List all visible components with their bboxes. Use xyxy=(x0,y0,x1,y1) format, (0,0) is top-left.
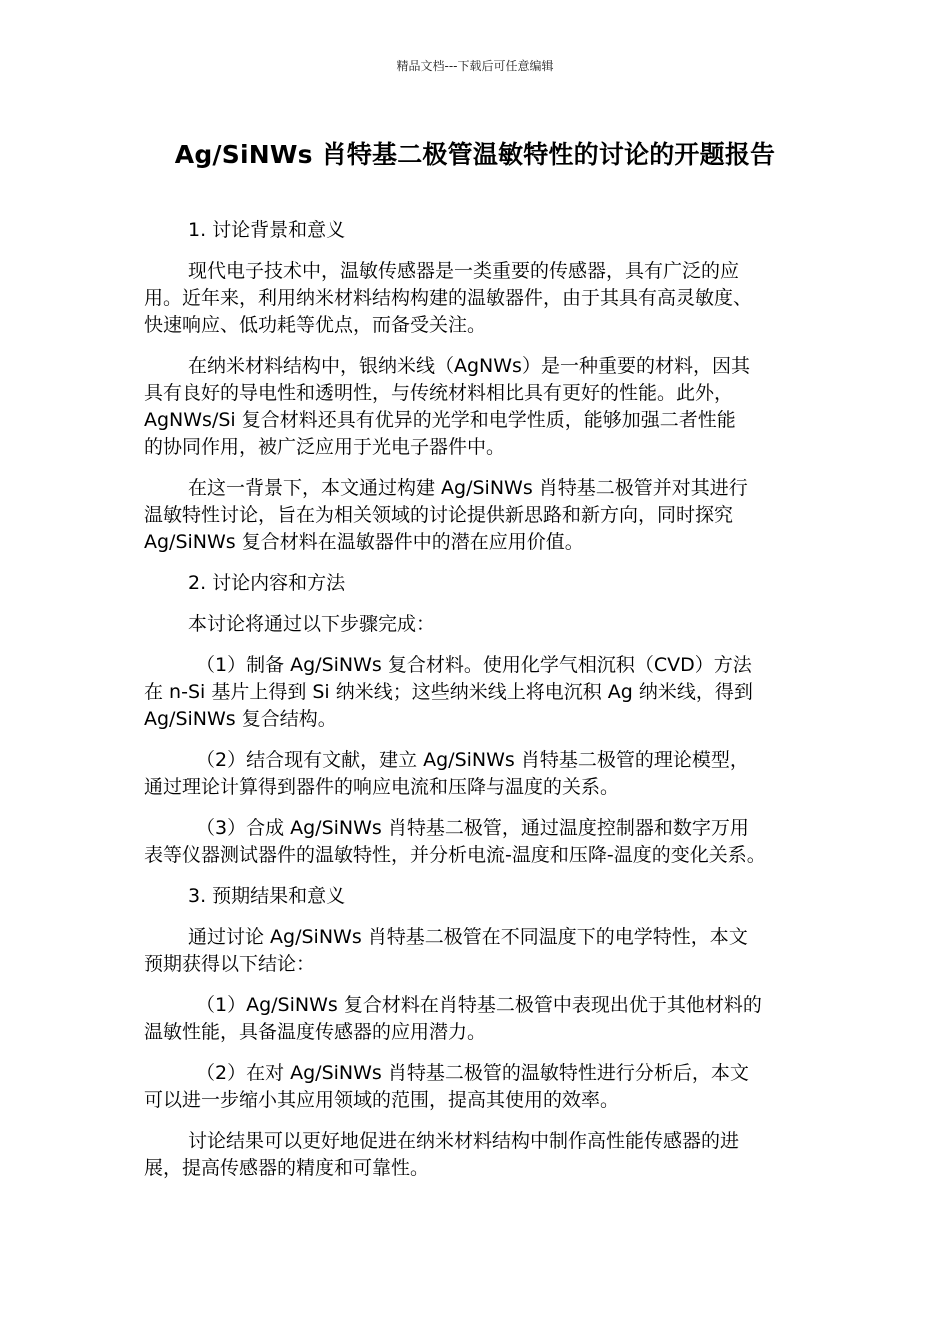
text-line: 可以进一步缩小其应用领域的范围，提高其使用的效率。 xyxy=(144,1089,620,1111)
text-line: （1）Ag/SiNWs 复合材料在肖特基二极管中表现出优于其他材料的 xyxy=(196,994,762,1016)
list-item xyxy=(144,747,820,801)
text-line: 预期获得以下结论： xyxy=(144,953,316,975)
text-line: 温敏特性讨论，旨在为相关领域的讨论提供新思路和新方向，同时探究 xyxy=(144,504,734,526)
text-line: 通过理论计算得到器件的响应电流和压降与温度的关系。 xyxy=(144,776,620,798)
list-item xyxy=(144,815,820,869)
text-line: 具有良好的导电性和透明性，与传统材料相比具有更好的性能。此外， xyxy=(144,382,734,404)
text-line: 讨论结果可以更好地促进在纳米材料结构中制作高性能传感器的进 xyxy=(188,1130,740,1152)
text-line: 的协同作用，被广泛应用于光电子器件中。 xyxy=(144,436,506,458)
text-line: （1）制备 Ag/SiNWs 复合材料。使用化学气相沉积（CVD）方法 xyxy=(196,654,752,676)
text-line: 表等仪器测试器件的温敏特性，并分析电流-温度和压降-温度的变化关系。 xyxy=(144,844,766,866)
section-heading-results: 3. 预期结果和意义 xyxy=(188,885,346,907)
text-line: （3）合成 Ag/SiNWs 肖特基二极管，通过温度控制器和数字万用 xyxy=(196,817,749,839)
text-line: 温敏性能，具备温度传感器的应用潜力。 xyxy=(144,1021,487,1043)
paragraph xyxy=(144,475,820,556)
list-item xyxy=(144,652,820,733)
text-line: 通过讨论 Ag/SiNWs 肖特基二极管在不同温度下的电学特性，本文 xyxy=(188,926,748,948)
text-line: （2）在对 Ag/SiNWs 肖特基二极管的温敏特性进行分析后，本文 xyxy=(196,1062,749,1084)
text-line: Ag/SiNWs 复合材料在温敏器件中的潜在应用价值。 xyxy=(144,531,584,553)
paragraph: 本讨论将通过以下步骤完成： xyxy=(188,613,436,635)
text-line: 在纳米材料结构中，银纳米线（AgNWs）是一种重要的材料，因其 xyxy=(188,355,750,377)
text-line: AgNWs/Si 复合材料还具有优异的光学和电学性质，能够加强二者性能 xyxy=(144,409,736,431)
text-line: Ag/SiNWs 复合结构。 xyxy=(144,708,337,730)
section-heading-background: 1. 讨论背景和意义 xyxy=(188,219,346,241)
list-item xyxy=(144,1060,820,1114)
text-line: 展，提高传感器的精度和可靠性。 xyxy=(144,1157,430,1179)
paragraph xyxy=(144,1128,820,1182)
text-line: 现代电子技术中，温敏传感器是一类重要的传感器，具有广泛的应 xyxy=(188,260,740,282)
paragraph xyxy=(144,924,820,978)
text-line: 在 n-Si 基片上得到 Si 纳米线；这些纳米线上将电沉积 Ag 纳米线，得到 xyxy=(144,681,753,703)
text-line: 用。近年来，利用纳米材料结构构建的温敏器件，由于其具有高灵敏度、 xyxy=(144,287,753,309)
paragraph xyxy=(144,258,820,339)
page-header: 精品文档---下载后可任意编辑 xyxy=(396,59,554,73)
section-heading-methods: 2. 讨论内容和方法 xyxy=(188,572,346,594)
document-title: Ag/SiNWs 肖特基二极管温敏特性的讨论的开题报告 xyxy=(174,140,776,169)
text-line: 快速响应、低功耗等优点，而备受关注。 xyxy=(144,314,487,336)
paragraph xyxy=(144,353,820,461)
document-body xyxy=(144,217,820,1196)
text-line: 在这一背景下，本文通过构建 Ag/SiNWs 肖特基二极管并对其进行 xyxy=(188,477,748,499)
list-item xyxy=(144,992,820,1046)
text-line: （2）结合现有文献，建立 Ag/SiNWs 肖特基二极管的理论模型， xyxy=(196,749,749,771)
